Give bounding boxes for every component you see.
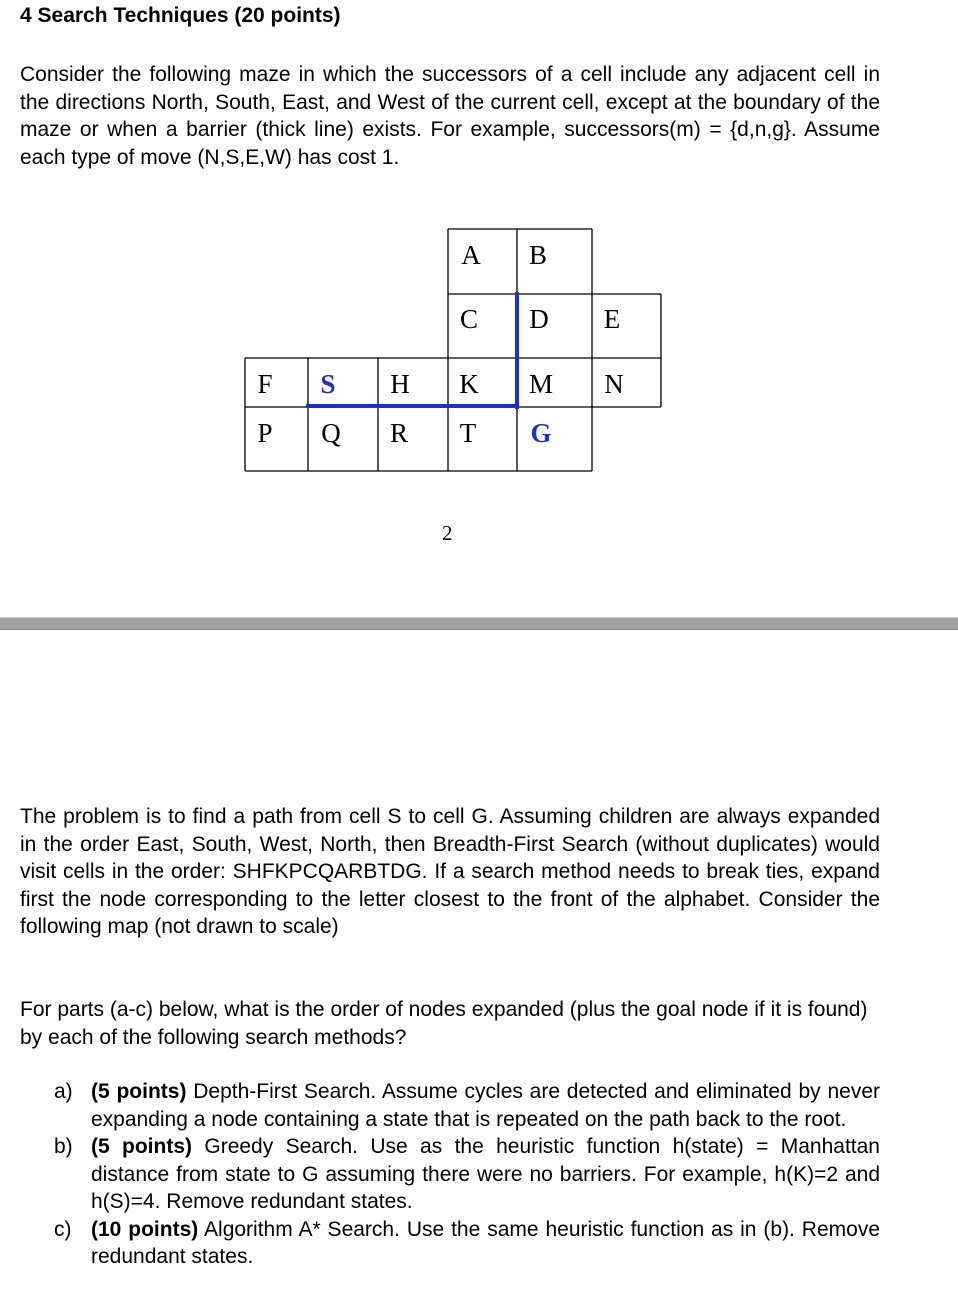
- cell-t: T: [459, 418, 477, 448]
- cell-a: A: [461, 240, 481, 270]
- cell-g-goal: G: [530, 418, 552, 448]
- part-points: (5 points): [91, 1080, 187, 1103]
- parts-intro-paragraph: For parts (a-c) below, what is the order of nodes expanded (plus the goal node if it is found) by each of the following search methods?: [20, 998, 868, 1049]
- question-parts-list: [54, 1078, 880, 1271]
- barrier-lines: [308, 294, 517, 407]
- cell-k: K: [459, 369, 479, 399]
- cell-q: Q: [321, 418, 341, 448]
- page-number: 2: [442, 521, 453, 545]
- cell-e: E: [603, 304, 621, 334]
- cell-c: C: [459, 304, 479, 334]
- question-part-a: [54, 1078, 880, 1133]
- cell-f: F: [257, 369, 273, 399]
- intro-paragraph: Consider the following maze in which the successors of a cell include any adjacent cell in the directions North, South, East, and West of the current cell, except at the boundary of the maze or when a barrier (thick line) exists. For example, successors(m) = {d,n,g}. Assume each type of move (N,S,E,W) has cost 1.: [20, 63, 880, 169]
- section-title: 4 Search Techniques (20 points): [20, 4, 341, 27]
- cell-b: B: [528, 240, 548, 270]
- maze-grid-lines: [245, 229, 661, 471]
- cell-s-start: S: [320, 369, 336, 399]
- question-part-b: [54, 1133, 880, 1216]
- cell-m: M: [528, 369, 554, 399]
- part-points: (10 points): [91, 1217, 199, 1241]
- part-text: Algorithm A* Search. Use the same heuristic function as in (b). Remove redundant states.: [91, 1217, 880, 1268]
- part-marker: a): [54, 1080, 73, 1103]
- part-text: Greedy Search. Use as the heuristic function h(state) = Manhattan distance from state to G assuming there were no barriers. For example, h(K)=2 and h(S)=4. Remove redundant states.: [91, 1135, 880, 1213]
- part-text: Depth-First Search. Assume cycles are detected and eliminated by never expanding a node containing a state that is repeated on the path back to the root.: [91, 1080, 880, 1131]
- part-marker: b): [54, 1135, 73, 1158]
- problem-paragraph: The problem is to find a path from cell S to cell G. Assuming children are always expanded in the order East, South, West, North, then Breadth-First Search (without duplicates) would visit cells in the order: SHFKPCQARBTDG. If a search method needs to break ties, expand first the node corresponding to the letter closest to the front of the alphabet. Consider the following map (not drawn to scale): [20, 805, 880, 938]
- cell-r: R: [389, 418, 409, 448]
- cell-h: H: [390, 369, 410, 399]
- question-part-c: [54, 1216, 880, 1271]
- cell-d: D: [529, 304, 549, 334]
- cell-n: N: [604, 369, 624, 399]
- part-points: (5 points): [91, 1135, 193, 1158]
- cell-p: P: [257, 418, 273, 448]
- part-marker: c): [54, 1217, 72, 1241]
- page-separator: [0, 617, 958, 630]
